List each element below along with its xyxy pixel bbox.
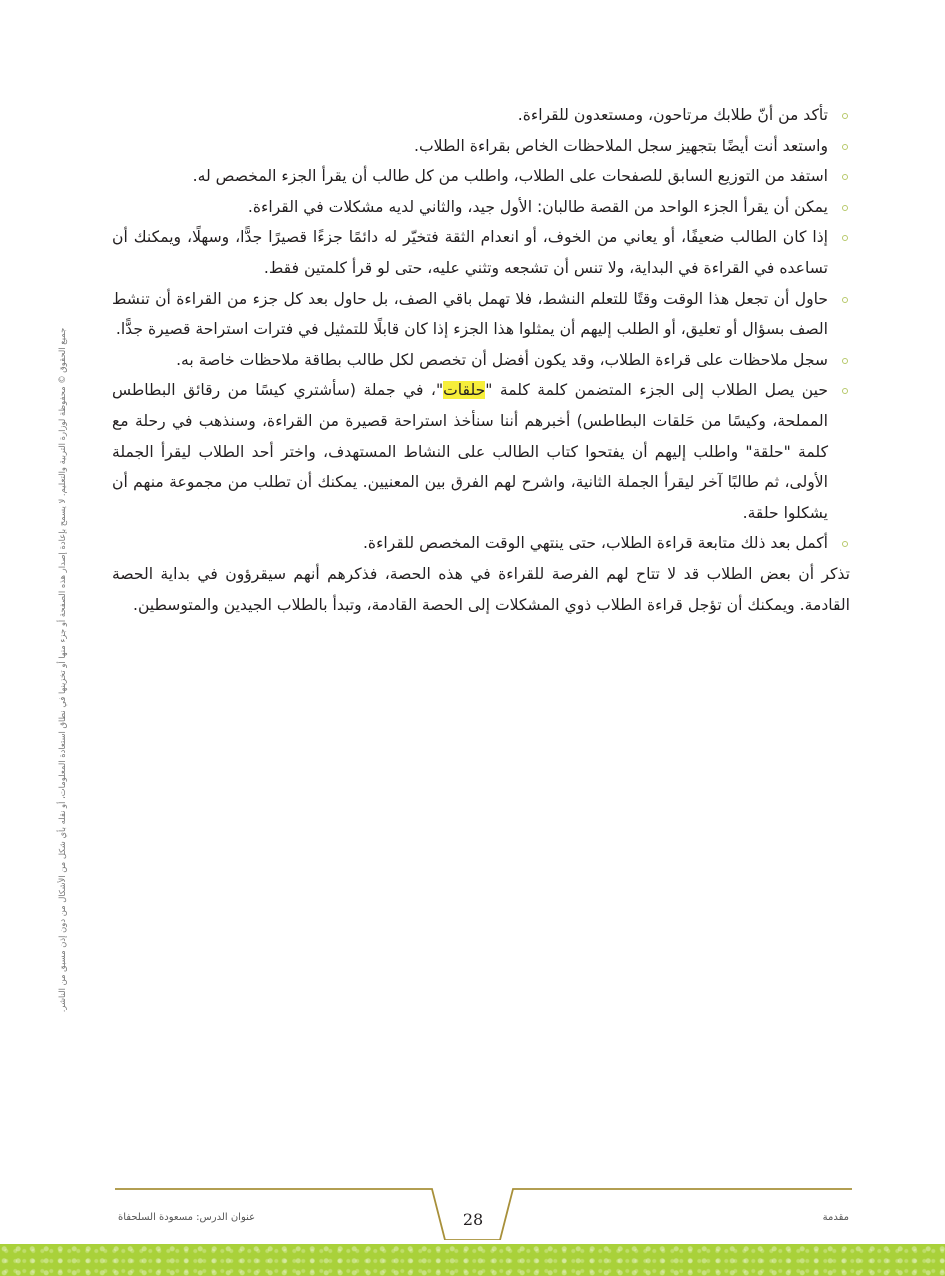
bullet-icon	[842, 297, 848, 303]
bullet-icon	[842, 541, 848, 547]
list-item	[112, 161, 850, 192]
bullet-icon	[842, 205, 848, 211]
bullet-icon	[842, 113, 848, 119]
list-item	[112, 222, 850, 283]
list-item-text-after: "، في جملة (سأشتري كيسًا من رقائق البطاطس المملحة، وكيسًا من حَلقات البطاطس) أخبرهم أننا سنأخذ استراحة قصيرة من القراءة، وسنذهب في رحلة مع كلمة "حلقة" واطلب إليهم أن يفتحوا كتاب الطالب على النشاط المستهدف، واختر أحد الطلاب ليقرأ الجملة الأولى، ثم طالبًا آخر ليقرأ الجملة الثانية، واشرح لهم الفرق بين المعنيين. يمكنك أن تطلب من مجموعة منهم أن يشكلوا حلقة.	[112, 381, 828, 522]
page-number: 28	[462, 1210, 484, 1229]
list-item-text: حاول أن تجعل هذا الوقت وقتًا للتعلم النشط، فلا تهمل باقي الصف، بل حاول بعد كل جزء من القراءة أن تنشط الصف بسؤال أو تعليق، أو الطلب إليهم أن يمثلوا هذا الجزء إذا كان قابلًا للتمثيل في فترات استراحة قصيرة جدًّا.	[112, 289, 828, 339]
bullet-icon	[842, 174, 848, 180]
list-item	[112, 192, 850, 223]
list-item	[112, 100, 850, 131]
bullet-icon	[842, 388, 848, 394]
section-name: مقدمة	[822, 1212, 849, 1223]
bullet-icon	[842, 235, 848, 241]
list-item	[112, 528, 850, 559]
list-item-text: تأكد من أنّ طلابك مرتاحون، ومستعدون للقراءة.	[517, 106, 828, 124]
copyright-note	[51, 300, 73, 1040]
bullet-icon	[842, 358, 848, 364]
decorative-band	[0, 1244, 945, 1276]
list-item-text: استفد من التوزيع السابق للصفحات على الطلاب، واطلب من كل طالب أن يقرأ الجزء المخصص له.	[192, 167, 828, 186]
list-item	[112, 284, 850, 345]
lesson-title: عنوان الدرس: مسعودة السلحفاة	[118, 1212, 256, 1223]
closing-paragraph: تذكر أن بعض الطلاب قد لا تتاح لهم الفرصة للقراءة في هذه الحصة، فذكرهم أنهم سيقرؤون في بداية الحصة القادمة. ويمكنك أن تؤجل قراءة الطلاب ذوي المشكلات إلى الحصة القادمة، وتبدأ بالطلاب الجيدين والمتوسطين.	[112, 564, 850, 614]
list-item	[112, 345, 850, 376]
main-content	[112, 100, 850, 620]
copyright-text: جميع الحقوق © محفوظة لوزارة التربية والتعليم. لا يسمح بإعادة إصدار هذه الصفحة أو جزء منها أو تخزينها في نطاق استعادة المعلومات، أو نقله بأي شكل من الأشكال من دون إذن مسبق من الناشر.	[57, 327, 67, 1013]
list-item	[112, 375, 850, 528]
instruction-list	[112, 100, 850, 559]
list-item-text: إذا كان الطالب ضعيفًا، أو يعاني من الخوف، أو انعدام الثقة فتخيّر له دائمًا جزءًا قصيرًا جدًّا، وسهلًا، ويمكنك أن تساعده في القراءة في البداية، ولا تنس أن تشجعه وتثني عليه، حتى لو قرأ كلمتين فقط.	[112, 228, 828, 277]
list-item	[112, 131, 850, 162]
list-item-text: واستعد أنت أيضًا بتجهيز سجل الملاحظات الخاص بقراءة الطلاب.	[414, 136, 828, 155]
list-item-text: يمكن أن يقرأ الجزء الواحد من القصة طالبان: الأول جيد، والثاني لديه مشكلات في القراءة.	[247, 197, 828, 216]
list-item-text-before: حين يصل الطلاب إلى الجزء المتضمن كلمة كلمة "	[485, 381, 828, 400]
highlighted-word: حلقات	[443, 381, 486, 400]
bullet-icon	[842, 144, 848, 150]
list-item-text: سجل ملاحظات على قراءة الطلاب، وقد يكون أفضل أن تخصص لكل طالب بطاقة ملاحظات خاصة به.	[176, 350, 828, 369]
list-item-text: أكمل بعد ذلك متابعة قراءة الطلاب، حتى ينتهي الوقت المخصص للقراءة.	[362, 534, 828, 553]
